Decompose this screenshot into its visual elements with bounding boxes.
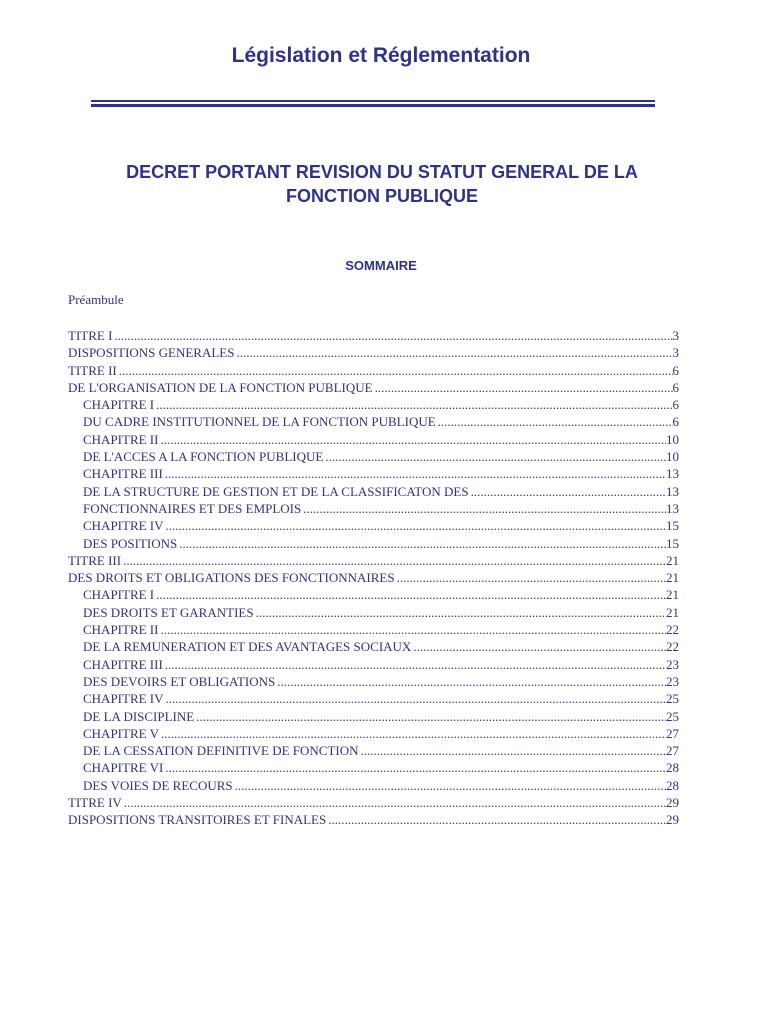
toc-entry[interactable] <box>68 725 679 742</box>
toc-entry-label: DISPOSITIONS TRANSITOIRES ET FINALES <box>68 812 327 828</box>
toc-entry-page-number: 23 <box>666 673 679 689</box>
toc-entry[interactable] <box>68 517 679 534</box>
toc-entry-page-number: 21 <box>666 587 679 603</box>
toc-entry-label: DES DROITS ET GARANTIES <box>83 604 254 620</box>
toc-entry-page-number: 6 <box>672 379 679 395</box>
toc-entry-label: TITRE I <box>68 328 113 343</box>
toc-entry-page-number: 22 <box>666 622 679 638</box>
toc-entry-page-number: 21 <box>666 552 679 568</box>
toc-entry-label: TITRE IV <box>68 795 122 811</box>
toc-entry-label: CHAPITRE I <box>83 587 155 603</box>
toc-entry-label: TITRE II <box>68 362 117 378</box>
toc-dot-leader <box>326 811 666 828</box>
toc-entry[interactable] <box>68 621 679 638</box>
toc-dot-leader <box>112 327 672 344</box>
toc-entry-label: CHAPITRE III <box>83 466 163 482</box>
toc-dot-leader <box>164 690 666 707</box>
toc-dot-leader <box>164 517 666 534</box>
toc-entry-label: DE LA STRUCTURE DE GESTION ET DE LA CLASSIFICATON DES <box>83 483 469 499</box>
toc-entry[interactable] <box>68 777 679 794</box>
toc-entry-label: DES DROITS ET OBLIGATIONS DES FONCTIONNAIRES <box>68 570 395 586</box>
toc-entry[interactable] <box>68 344 679 361</box>
toc-entry-page-number: 3 <box>672 345 679 361</box>
table-of-contents <box>68 327 679 829</box>
toc-dot-leader <box>233 777 666 794</box>
toc-entry[interactable] <box>68 431 679 448</box>
toc-entry-label: CHAPITRE V <box>83 725 159 741</box>
toc-entry-page-number: 3 <box>672 328 679 343</box>
toc-entry-label: DU CADRE INSTITUTIONNEL DE LA FONCTION PUBLIQUE <box>83 414 436 430</box>
toc-entry-page-number: 28 <box>666 760 679 776</box>
toc-entry-page-number: 6 <box>672 397 679 413</box>
toc-entry[interactable] <box>68 448 679 465</box>
toc-entry[interactable] <box>68 673 679 690</box>
toc-entry-label: CHAPITRE VI <box>83 760 164 776</box>
toc-dot-leader <box>436 413 673 430</box>
toc-dot-leader <box>177 535 666 552</box>
toc-entry-label: DE L'ACCES A LA FONCTION PUBLIQUE <box>83 449 324 465</box>
toc-entry[interactable] <box>68 362 679 379</box>
toc-dot-leader <box>254 604 666 621</box>
toc-entry-page-number: 15 <box>666 535 679 551</box>
toc-entry-label: CHAPITRE II <box>83 622 159 638</box>
toc-dot-leader <box>469 483 666 500</box>
toc-entry[interactable] <box>68 604 679 621</box>
toc-entry[interactable] <box>68 500 679 517</box>
toc-entry-label: DE LA DISCIPLINE <box>83 708 195 724</box>
toc-entry[interactable] <box>68 794 679 811</box>
toc-dot-leader <box>117 362 673 379</box>
toc-entry-page-number: 13 <box>666 466 679 482</box>
toc-dot-leader <box>301 500 666 517</box>
toc-entry-page-number: 28 <box>666 777 679 793</box>
toc-entry[interactable] <box>68 552 679 569</box>
toc-dot-leader <box>158 431 666 448</box>
toc-entry-label: DES DEVOIRS ET OBLIGATIONS <box>83 673 276 689</box>
toc-dot-leader <box>359 742 666 759</box>
toc-dot-leader <box>411 638 666 655</box>
toc-dot-leader <box>163 656 666 673</box>
toc-dot-leader <box>194 708 666 725</box>
toc-entry[interactable] <box>68 690 679 707</box>
toc-entry-page-number: 29 <box>666 812 679 828</box>
toc-entry[interactable] <box>68 327 679 344</box>
toc-entry-page-number: 25 <box>666 691 679 707</box>
header-rule-thick <box>91 104 655 107</box>
toc-entry-label: DE L'ORGANISATION DE LA FONCTION PUBLIQUE <box>68 379 373 395</box>
toc-dot-leader <box>121 552 666 569</box>
toc-entry-label: DES VOIES DE RECOURS <box>83 777 233 793</box>
toc-entry[interactable] <box>68 638 679 655</box>
toc-entry[interactable] <box>68 586 679 603</box>
toc-entry[interactable] <box>68 742 679 759</box>
toc-entry-label: DE LA CESSATION DEFINITIVE DE FONCTION <box>83 743 359 759</box>
toc-entry-page-number: 21 <box>666 570 679 586</box>
toc-dot-leader <box>373 379 673 396</box>
toc-entry-page-number: 6 <box>672 414 679 430</box>
toc-dot-leader <box>122 794 666 811</box>
toc-dot-leader <box>395 569 666 586</box>
toc-entry-label: CHAPITRE IV <box>83 518 164 534</box>
toc-dot-leader <box>154 396 672 413</box>
toc-entry-page-number: 15 <box>666 518 679 534</box>
header-rule-thin <box>91 100 655 102</box>
toc-entry[interactable] <box>68 483 679 500</box>
toc-entry-page-number: 10 <box>666 449 679 465</box>
toc-entry-label: CHAPITRE IV <box>83 691 164 707</box>
toc-entry-page-number: 10 <box>666 431 679 447</box>
toc-entry-label: CHAPITRE I <box>83 397 155 413</box>
toc-entry-label: DE LA REMUNERATION ET DES AVANTAGES SOCIAUX <box>83 639 412 655</box>
toc-entry-label: FONCTIONNAIRES ET DES EMPLOIS <box>83 500 302 516</box>
toc-entry-label: TITRE III <box>68 552 122 568</box>
toc-entry[interactable] <box>68 759 679 776</box>
toc-entry-page-number: 23 <box>666 656 679 672</box>
toc-entry-page-number: 13 <box>666 500 679 516</box>
toc-entry-page-number: 27 <box>666 725 679 741</box>
document-title-line-2: FONCTION PUBLIQUE <box>286 186 478 206</box>
toc-entry[interactable] <box>68 535 679 552</box>
toc-entry[interactable] <box>68 811 679 828</box>
toc-entry-page-number: 25 <box>666 708 679 724</box>
toc-entry-label: CHAPITRE III <box>83 656 163 672</box>
toc-entry[interactable] <box>68 413 679 430</box>
toc-entry-page-number: 27 <box>666 743 679 759</box>
toc-dot-leader <box>234 344 672 361</box>
toc-entry-label: CHAPITRE II <box>83 431 159 447</box>
toc-dot-leader <box>163 465 666 482</box>
toc-dot-leader <box>275 673 666 690</box>
header-title: Législation et Réglementation <box>231 44 531 67</box>
toc-entry-label: DES POSITIONS <box>83 535 178 551</box>
document-title-line-1: DECRET PORTANT REVISION DU STATUT GENERAL DE LA <box>126 162 638 182</box>
toc-dot-leader <box>154 586 666 603</box>
toc-entry-page-number: 13 <box>666 483 679 499</box>
toc-entry[interactable] <box>68 708 679 725</box>
preamble-link[interactable]: Préambule <box>68 292 124 307</box>
toc-dot-leader <box>323 448 666 465</box>
toc-entry[interactable] <box>68 396 679 413</box>
toc-entry-label: DISPOSITIONS GENERALES <box>68 345 235 361</box>
document-title <box>80 160 684 208</box>
toc-entry[interactable] <box>68 656 679 673</box>
toc-entry[interactable] <box>68 465 679 482</box>
toc-entry-page-number: 21 <box>666 604 679 620</box>
toc-entry-page-number: 6 <box>672 362 679 378</box>
toc-entry[interactable] <box>68 569 679 586</box>
toc-dot-leader <box>159 725 666 742</box>
toc-entry[interactable] <box>68 379 679 396</box>
toc-entry-page-number: 22 <box>666 639 679 655</box>
toc-dot-leader <box>163 759 666 776</box>
toc-dot-leader <box>158 621 666 638</box>
summary-heading: SOMMAIRE <box>345 258 417 273</box>
toc-entry-page-number: 29 <box>666 795 679 811</box>
